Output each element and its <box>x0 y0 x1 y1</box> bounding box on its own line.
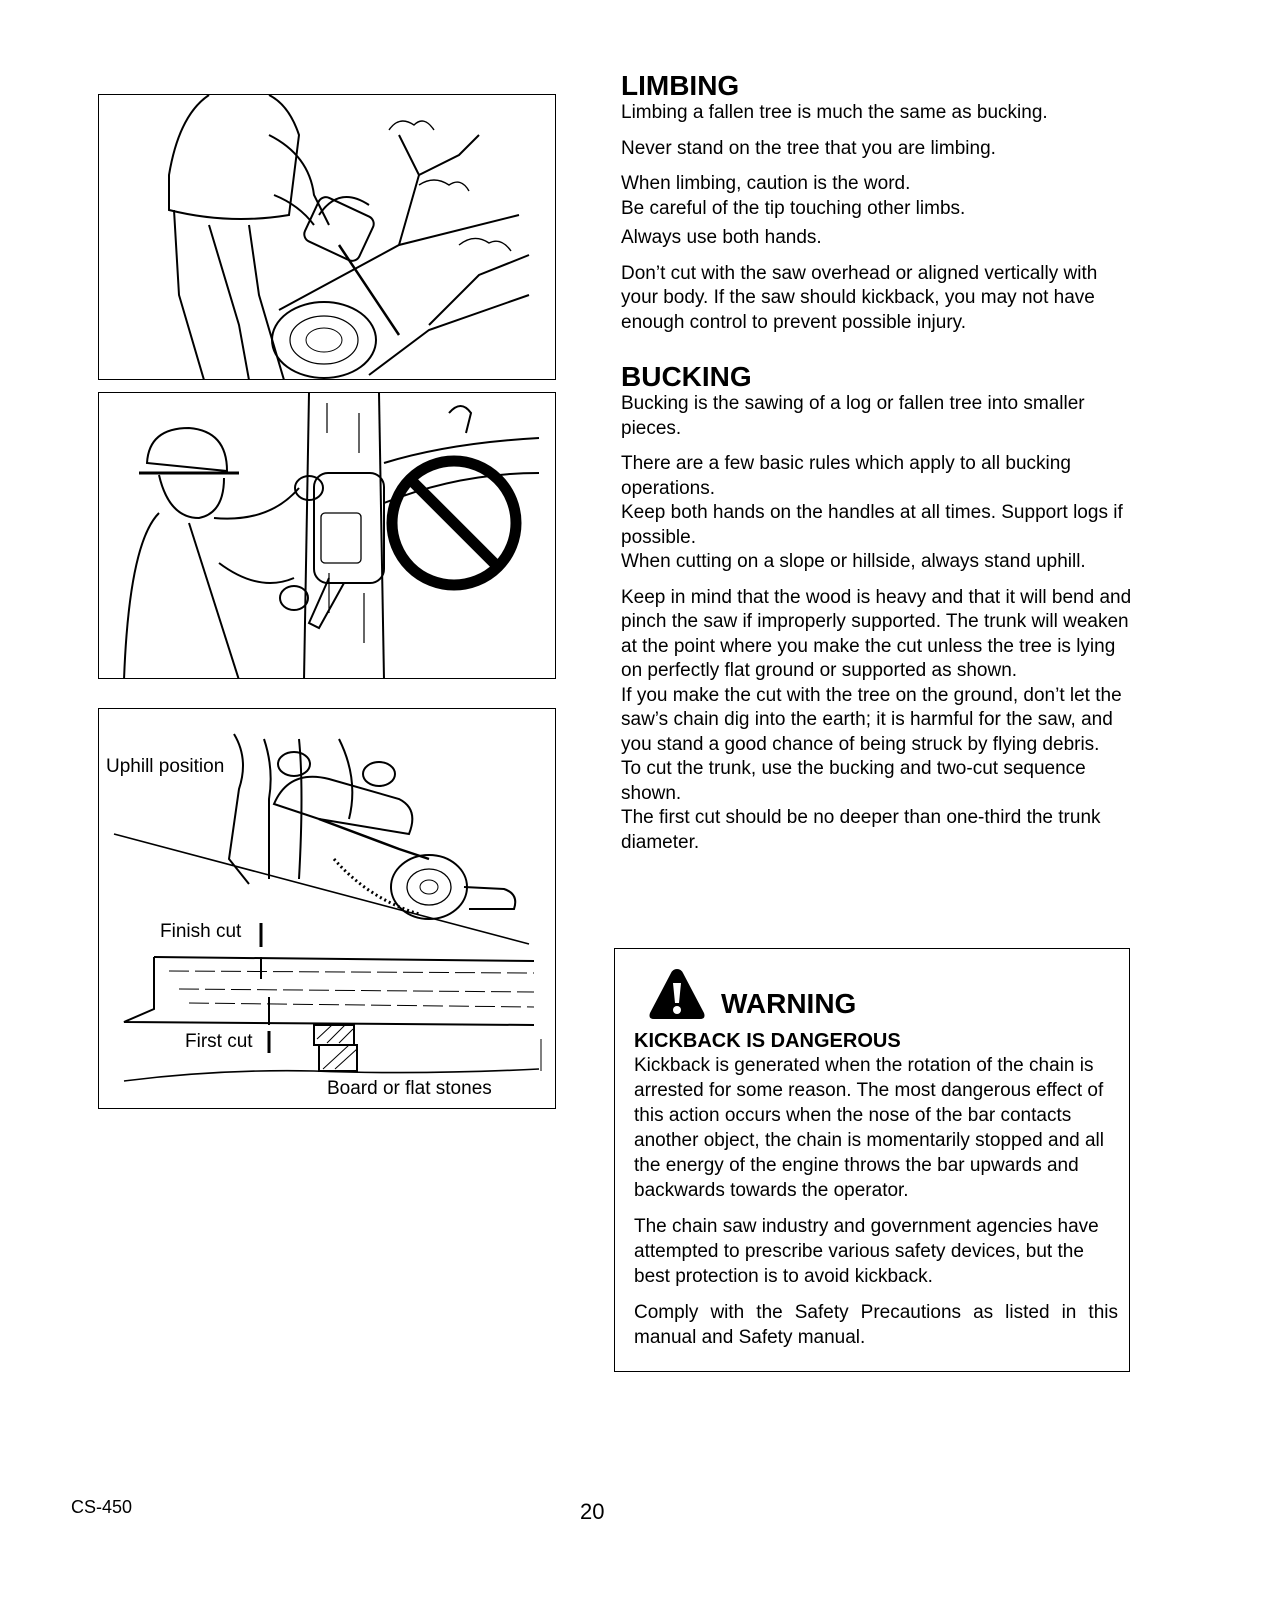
bucking-paragraph-3c: To cut the trunk, use the bucking and two-cut sequence shown. <box>621 758 1086 804</box>
bucking-heading: BUCKING <box>621 361 752 392</box>
bucking-prohibited-illustration <box>98 392 556 679</box>
limbing-paragraph-1: Limbing a fallen tree is much the same as bucking. <box>621 102 1048 123</box>
bucking-diagram <box>98 708 556 1109</box>
limbing-paragraph-5: Don’t cut with the saw overhead or aligned vertically with your body. If the saw should kickback, you may not have enough control to prevent possible injury. <box>621 262 1098 333</box>
limbing-paragraph-3b: Be careful of the tip touching other limbs. <box>621 197 966 219</box>
limbing-drawing <box>99 95 556 380</box>
limbing-paragraph-4: Always use both hands. <box>621 227 822 248</box>
bucking-section <box>621 362 1133 855</box>
warning-paragraph-1: Kickback is generated when the rotation of the chain is arrested for some reason. The most dangerous effect of this action occurs when the nose of the bar contacts another object, the chain is momentarily stopped and all the energy of the engine throws the bar upwards and backwards towards the operator. <box>634 1055 1104 1201</box>
bucking-paragraph-3b: If you make the cut with the tree on the ground, don’t let the saw’s chain dig into the earth; it is harmful for the saw, and you stand a good chance of being struck by flying debris. <box>621 684 1122 755</box>
bucking-paragraph-2c: When cutting on a slope or hillside, always stand uphill. <box>621 551 1086 572</box>
model-number: CS-450 <box>71 1497 133 1517</box>
board-label: Board or flat stones <box>327 1078 492 1099</box>
limbing-heading: LIMBING <box>621 70 740 101</box>
warning-subtitle: KICKBACK IS DANGEROUS <box>634 1030 901 1052</box>
warning-triangle-icon <box>648 967 706 1021</box>
warning-paragraph-2: The chain saw industry and government agencies have attempted to prescribe various safety devices, but the best protection is to avoid kickback. <box>634 1216 1099 1287</box>
uphill-position-label: Uphill position <box>106 756 225 777</box>
bucking-paragraph-3d: The first cut should be no deeper than one-third the trunk diameter. <box>621 807 1101 853</box>
warning-paragraph-3: Comply with the Safety Precautions as listed in this manual and Safety manual. <box>634 1302 1118 1348</box>
first-cut-label: First cut <box>185 1031 253 1052</box>
bucking-paragraph-2a: There are a few basic rules which apply to all bucking operations. <box>621 453 1071 499</box>
limbing-illustration <box>98 94 556 380</box>
limbing-paragraph-3a: When limbing, caution is the word. <box>621 173 911 194</box>
page-number: 20 <box>580 1499 605 1524</box>
limbing-section <box>621 71 1133 335</box>
warning-title: WARNING <box>721 988 857 1019</box>
bucking-paragraph-1: Bucking is the sawing of a log or fallen tree into smaller pieces. <box>621 393 1085 439</box>
bucking-paragraph-2b: Keep both hands on the handles at all times. Support logs if possible. <box>621 502 1123 548</box>
finish-cut-label: Finish cut <box>160 921 242 942</box>
bucking-prohibited-drawing <box>99 393 556 679</box>
bucking-paragraph-3a: Keep in mind that the wood is heavy and that it will bend and pinch the saw if improperly supported. The trunk will weaken at the point where you make the cut unless the tree is lying on perfectly flat ground or supported as shown. <box>621 586 1132 681</box>
kickback-warning-box <box>614 948 1130 1372</box>
limbing-paragraph-2: Never stand on the tree that you are limbing. <box>621 137 996 159</box>
